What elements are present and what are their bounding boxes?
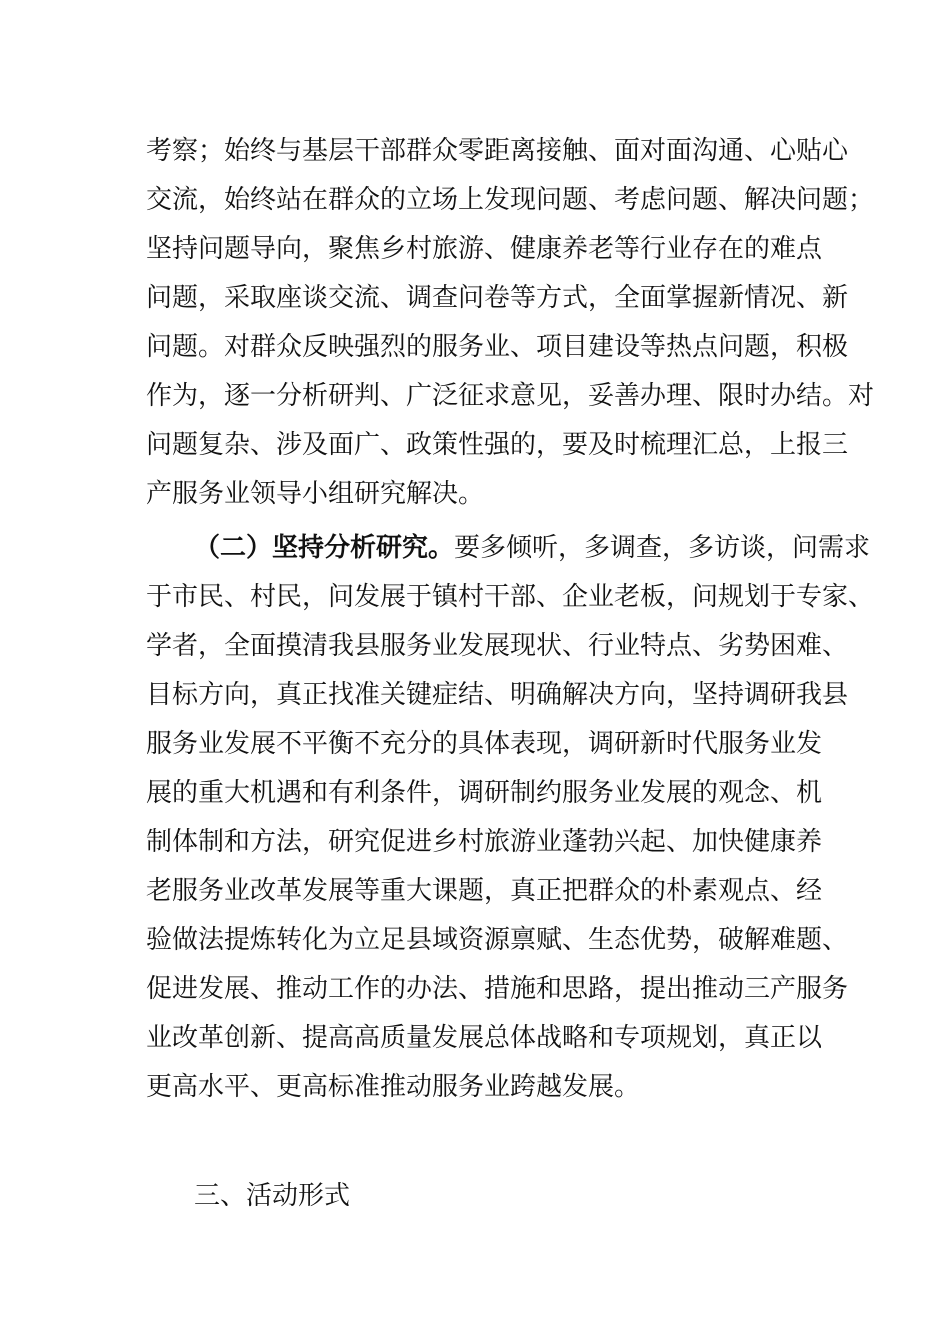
- text-line: 老服务业改革发展等重大课题，真正把群众的朴素观点、经: [146, 876, 823, 906]
- text-line: 问题复杂、涉及面广、政策性强的，要及时梳理汇总，上报三: [146, 430, 849, 460]
- text-line: 问题，采取座谈交流、调查问卷等方式，全面掌握新情况、新: [146, 283, 849, 313]
- paragraph-first-line: [194, 529, 871, 567]
- text-line: 考察；始终与基层干部群众零距离接触、面对面沟通、心贴心: [146, 136, 849, 166]
- text-line: 于市民、村民，问发展于镇村干部、企业老板，问规划于专家、: [146, 582, 875, 612]
- paragraph-heading: （二）坚持分析研究。: [194, 533, 455, 563]
- text-line: 服务业发展不平衡不充分的具体表现，调研新时代服务业发: [146, 729, 823, 759]
- text-line: 验做法提炼转化为立足县域资源禀赋、生态优势，破解难题、: [146, 925, 849, 955]
- text-line: 展的重大机遇和有利条件，调研制约服务业发展的观念、机: [146, 778, 823, 808]
- text-line: 产服务业领导小组研究解决。: [146, 479, 485, 509]
- text-line: 坚持问题导向，聚焦乡村旅游、健康养老等行业存在的难点: [146, 234, 823, 264]
- text-line: 目标方向，真正找准关键症结、明确解决方向，坚持调研我县: [146, 680, 849, 710]
- text-line: 制体制和方法，研究促进乡村旅游业蓬勃兴起、加快健康养: [146, 827, 823, 857]
- text-line: 作为，逐一分析研判、广泛征求意见，妥善办理、限时办结。对: [146, 381, 875, 411]
- paragraph-text: 要多倾听，多调查，多访谈，问需求: [454, 533, 871, 563]
- section-heading: 三、活动形式: [194, 1181, 351, 1211]
- text-line: 业改革创新、提高高质量发展总体战略和专项规划，真正以: [146, 1023, 823, 1053]
- text-line: 学者，全面摸清我县服务业发展现状、行业特点、劣势困难、: [146, 631, 849, 661]
- text-line: 促进发展、推动工作的办法、措施和思路，提出推动三产服务: [146, 974, 849, 1004]
- text-line: 更高水平、更高标准推动服务业跨越发展。: [146, 1072, 641, 1102]
- text-line: 交流，始终站在群众的立场上发现问题、考虑问题、解决问题；: [146, 185, 875, 215]
- text-line: 问题。对群众反映强烈的服务业、项目建设等热点问题，积极: [146, 332, 849, 362]
